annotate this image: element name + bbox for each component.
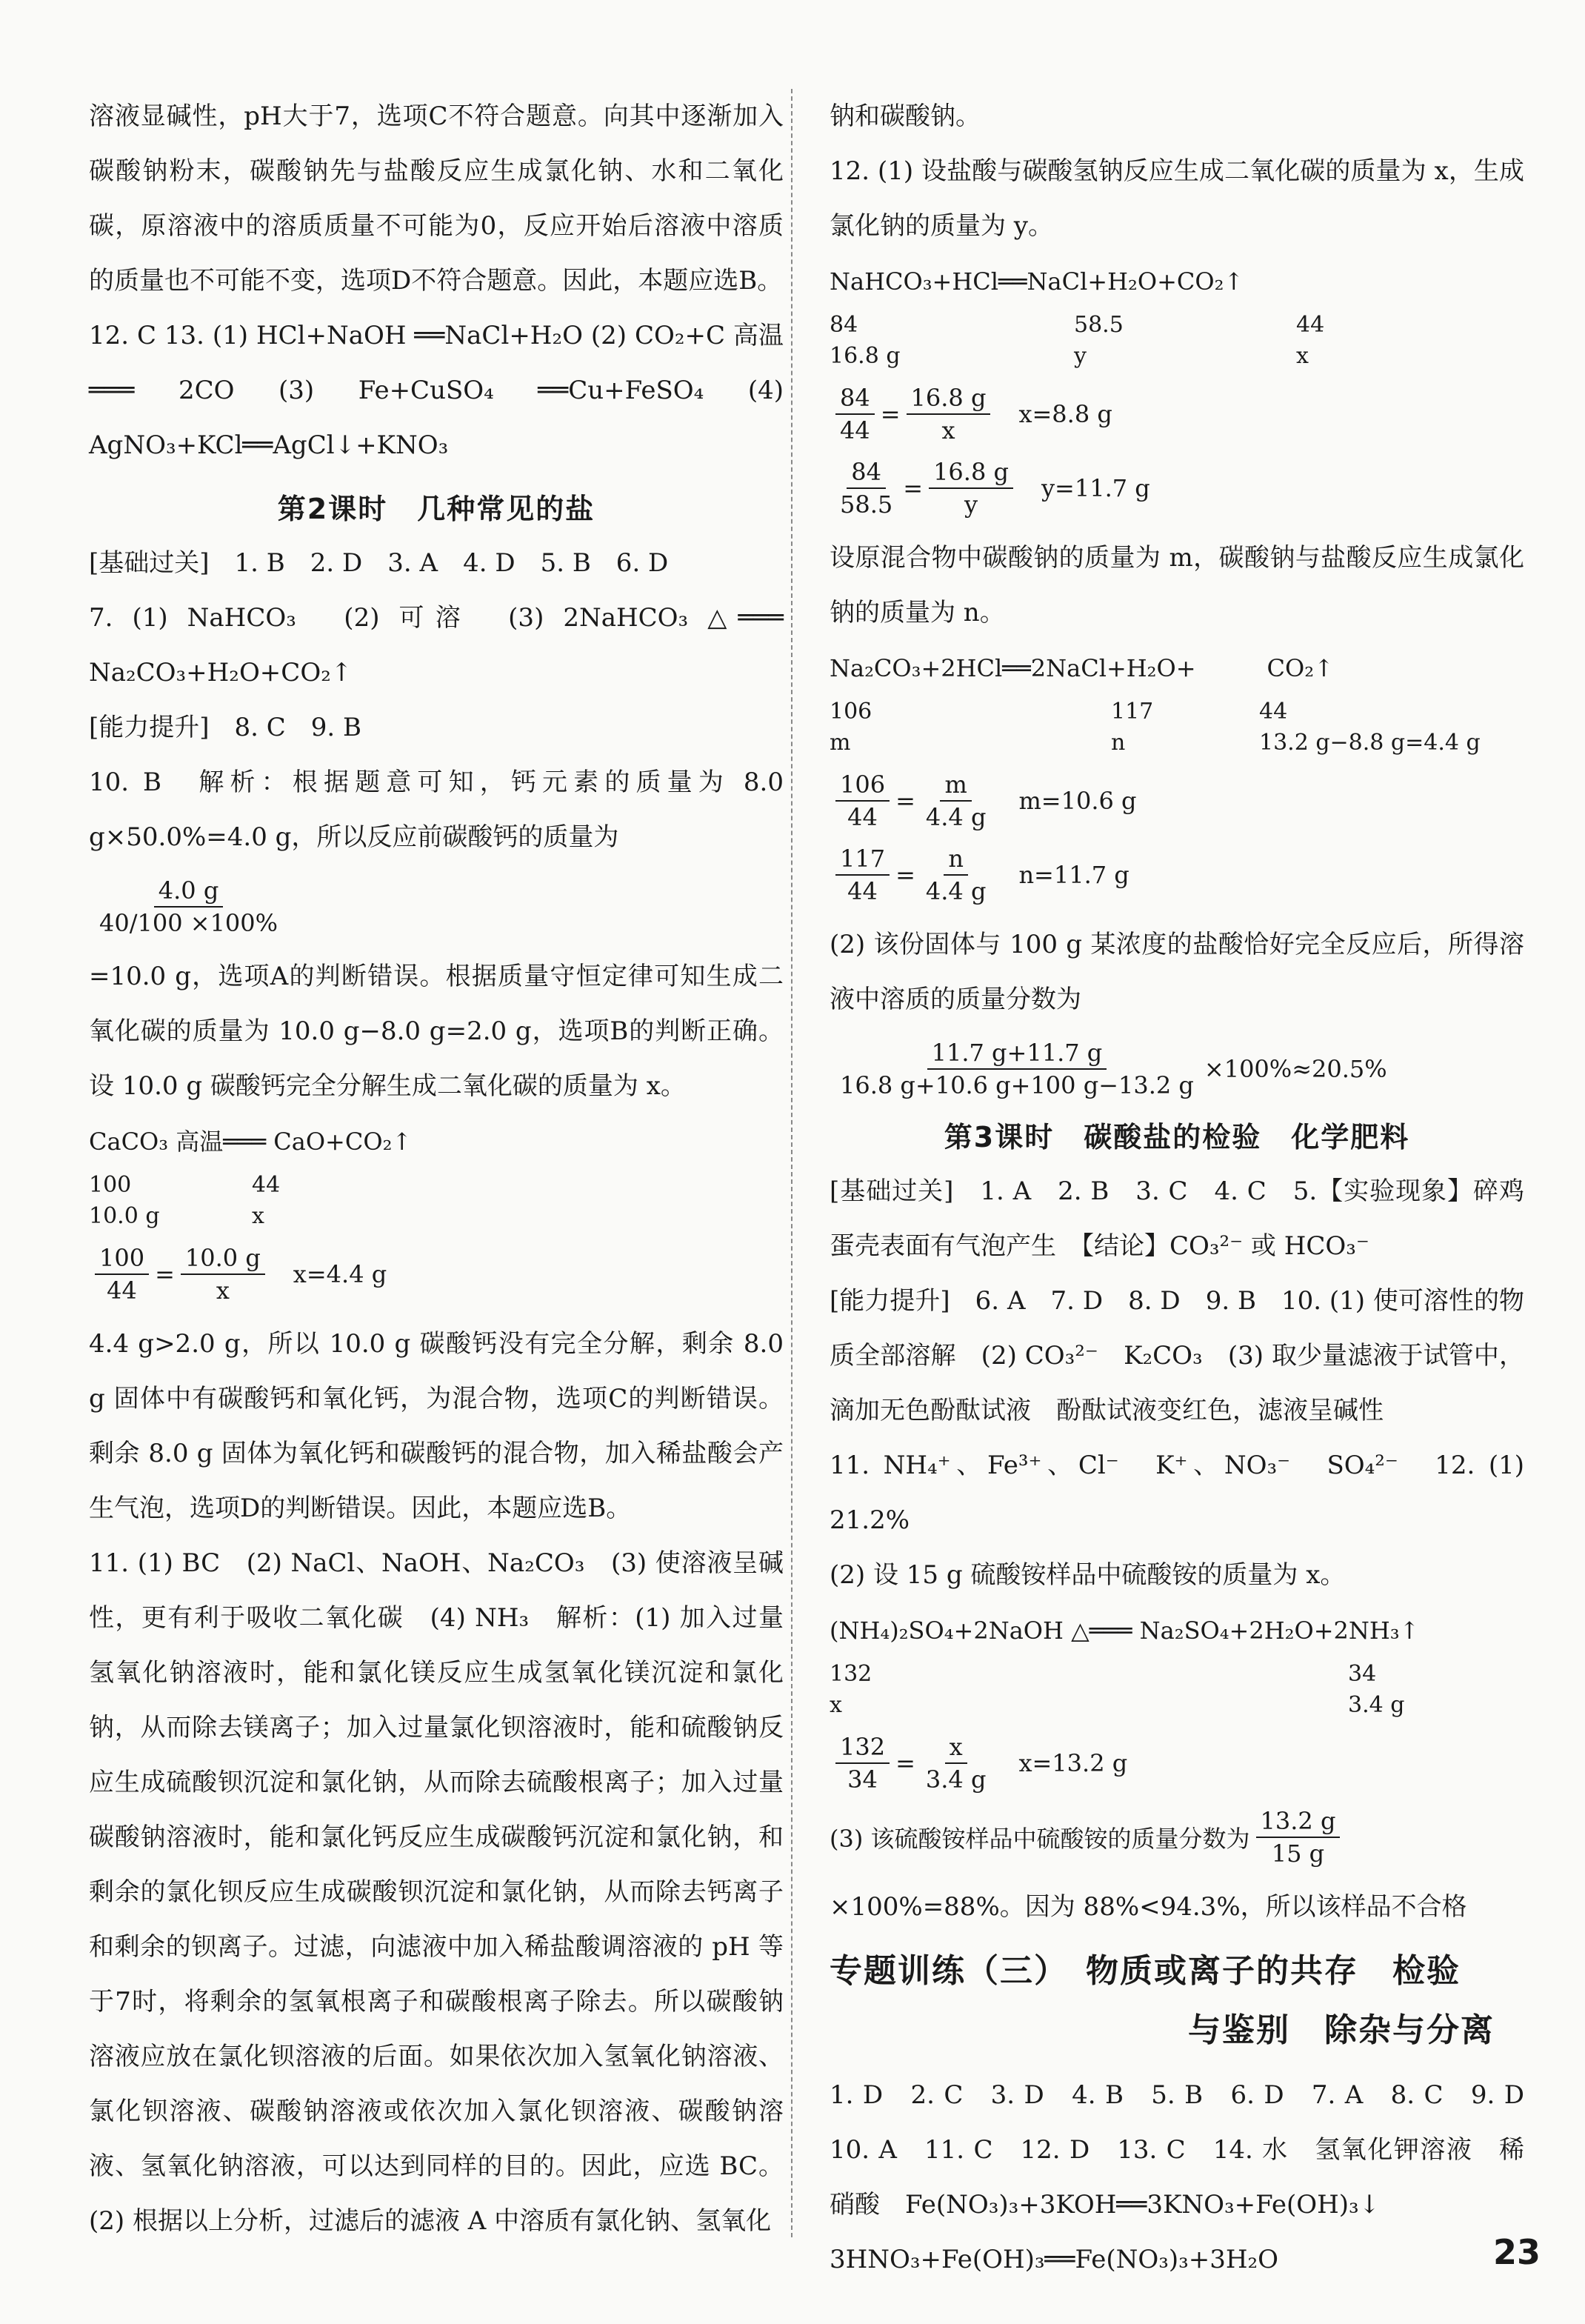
answer-line: [能力提升] 8. C 9. B bbox=[89, 713, 362, 742]
page-number: 23 bbox=[1492, 2232, 1541, 2272]
ratio-row: $\frac{132}{34}$ = $\frac{x}{3.4 g}$ x=13.2 g bbox=[830, 1731, 1524, 1795]
answer-line: 1. D 2. C 3. D 4. B 5. B 6. D 7. A 8. C 9. D 10. A 11. C 12. D 13. C 14. 水 氢氧化钾溶液 稀硝酸 Fe(NO₃)₃+3KOH══3KNO₃+Fe(OH)₃↓ bbox=[830, 2080, 1549, 2220]
left-column bbox=[89, 89, 784, 2248]
answer-line: 7. (1) NaHCO₃ (2) 可溶 (3) 2NaHCO₃ △═══ Na₂CO₃+H₂O+CO₂↑ bbox=[89, 603, 784, 687]
paragraph: 10. B 解析：根据题意可知，钙元素的质量为 8.0 g×50.0%=4.0 g，所以反应前碳酸钙的质量为 bbox=[89, 768, 784, 852]
equation-values: 84 58.5 44 16.8 g y x bbox=[830, 312, 1325, 369]
paragraph: 设原混合物中碳酸钠的质量为 m，碳酸钠与盐酸反应生成氯化钠的质量为 n。 bbox=[830, 543, 1524, 627]
fraction-row bbox=[89, 875, 784, 939]
paragraph: =10.0 g，选项A的判断错误。根据质量守恒定律可知生成二氧化碳的质量为 10.0 g−8.0 g=2.0 g，选项B的判断正确。设 10.0 g 碳酸钙完全分解生成二氧化碳的质量为 x。 bbox=[89, 962, 784, 1101]
answer-line: [基础过关] 1. A 2. B 3. C 4. C 5.【实验现象】碎鸡蛋壳表面有气泡产生 【结论】CO₃²⁻ 或 HCO₃⁻ bbox=[830, 1176, 1524, 1261]
fraction-row: (3) 该硫酸铵样品中硫酸铵的质量分数为 $\frac{13.2 g}{15 g}$ bbox=[830, 1805, 1524, 1869]
ratio-row: $\frac{84}{58.5}$ = $\frac{16.8 g}{y}$ y=11.7 g bbox=[840, 458, 1150, 519]
answer-line: 3HNO₃+Fe(OH)₃══Fe(NO₃)₃+3H₂O bbox=[830, 2245, 1279, 2274]
right-column bbox=[830, 89, 1549, 2287]
answer-line: 12. C 13. (1) HCl+NaOH ══NaCl+H₂O (2) CO₂+C 高温═══ 2CO (3) Fe+CuSO₄ ══Cu+FeSO₄ (4) AgNO₃+KCl══AgCl↓+KNO₃ bbox=[89, 321, 784, 460]
paragraph: 溶液显碱性，pH大于7，选项C不符合题意。向其中逐渐加入碳酸钠粉末，碳酸钠先与盐酸反应生成氯化钠、水和二氧化碳，原溶液中的溶质质量不可能为0，反应开始后溶液中溶质的质量也不可能不变，选项D不符合题意。因此，本题应选B。 bbox=[89, 101, 784, 296]
special-topic-heading: 专题训练（三） 物质或离子的共存 检验 与鉴别 除杂与分离 bbox=[830, 1952, 1495, 2049]
paragraph: (2) 设 15 g 硫酸铵样品中硫酸铵的质量为 x。 bbox=[830, 1560, 1346, 1590]
equation-values: 106 117 44 m n 13.2 g−8.8 g=4.4 g bbox=[830, 699, 1481, 756]
answer-line: [能力提升] 6. A 7. D 8. D 9. B 10. (1) 使可溶性的物质全部溶解 (2) CO₃²⁻ K₂CO₃ (3) 取少量滤液于试管中，滴加无色酚酞试液 酚酞试液变红色，滤液呈碱性 bbox=[830, 1286, 1524, 1425]
equation-values: 132 34 x 3.4 g bbox=[830, 1661, 1405, 1718]
paragraph: 12. (1) 设盐酸与碳酸氢钠反应生成二氧化碳的质量为 x，生成氯化钠的质量为 y。 bbox=[830, 156, 1524, 241]
fraction-row: $\frac{11.7 g+11.7 g}{16.8 g+10.6 g+100 g-13.2 g}$ ×100%≈20.5% bbox=[840, 1039, 1387, 1099]
section-heading: 第3课时 碳酸盐的检验 化学肥料 bbox=[944, 1121, 1410, 1153]
answer-line: [基础过关] 1. B 2. D 3. A 4. D 5. B 6. D bbox=[89, 548, 669, 578]
paragraph: 钠和碳酸钠。 bbox=[830, 101, 981, 131]
equation-values: 100 44 10.0 g x bbox=[89, 1172, 281, 1229]
fraction: $\frac{4.0 g}{40/100 \times 100\%}$ bbox=[99, 876, 278, 937]
answer-line: 11. NH₄⁺、Fe³⁺、Cl⁻ K⁺、NO₃⁻ SO₄²⁻ 12. (1) 21.2% bbox=[830, 1451, 1524, 1535]
paragraph: (2) 该份固体与 100 g 某浓度的盐酸恰好完全反应后，所得溶液中溶质的质量分数为 bbox=[830, 930, 1524, 1014]
ratio-row: $\frac{106}{44}$ = $\frac{m}{4.4 g}$ m=10.6 g bbox=[830, 769, 1524, 833]
column-divider bbox=[791, 89, 792, 2237]
paragraph: 11. (1) BC (2) NaCl、NaOH、Na₂CO₃ (3) 使溶液呈碱性，更有利于吸收二氧化碳 (4) NH₃ 解析：(1) 加入过量氢氧化钠溶液时，能和氯化镁反应生成氢氧化镁沉淀和氯化钠，从而除去镁离子；加入过量氯化钡溶液时，能和硫酸钠反应生成硫酸钡沉淀和氯化钠，从而除去硫酸根离子；加入过量碳酸钠溶液时，能和氯化钙反应生成碳酸钙沉淀和氯化钠，和剩余的氯化钡反应生成碳酸钡沉淀和氯化钠，从而除去钙离子和剩余的钡离子。过滤，向滤液中加入稀盐酸调溶液的 pH 等于7时，将剩余的氢氧根离子和碳酸根离子除去。所以碳酸钠溶液应放在氯化钡溶液的后面。如果依次加入氢氧化钠溶液、氯化钡溶液、碳酸钠溶液或依次加入氯化钡溶液、碳酸钠溶液、氢氧化钠溶液，可以达到同样的目的。因此，应选 BC。(2) 根据以上分析，过滤后的滤液 A 中溶质有氯化钠、氢氧化 bbox=[89, 1548, 784, 2236]
equation: CaCO₃ 高温═══ CaO+CO₂↑ bbox=[89, 1128, 413, 1156]
ratio-row: $\frac{117}{44}$ = $\frac{n}{4.4 g}$ n=11.7 g bbox=[830, 843, 1524, 907]
ratio-row: $\frac{100}{44}$ = $\frac{10.0 g}{x}$ x=4.4 g bbox=[89, 1242, 784, 1306]
ratio-row: $\frac{84}{44}$ = $\frac{16.8 g}{x}$ x=8.8 g bbox=[830, 382, 1524, 446]
equation: NaHCO₃+HCl══NaCl+H₂O+CO₂↑ bbox=[830, 267, 1244, 296]
paragraph: 4.4 g>2.0 g，所以 10.0 g 碳酸钙没有完全分解，剩余 8.0 g 固体中有碳酸钙和氧化钙，为混合物，选项C的判断错误。剩余 8.0 g 固体为氧化钙和碳酸钙的混合物，加入稀盐酸会产生气泡，选项D的判断错误。因此，本题应选B。 bbox=[89, 1329, 784, 1523]
section-heading: 第2课时 几种常见的盐 bbox=[277, 493, 595, 525]
paragraph: ×100%=88%。因为 88%<94.3%，所以该样品不合格 bbox=[830, 1892, 1467, 1922]
equation: Na₂CO₃+2HCl══2NaCl+H₂O+ CO₂↑ bbox=[830, 654, 1334, 682]
equation: (NH₄)₂SO₄+2NaOH △═══ Na₂SO₄+2H₂O+2NH₃↑ bbox=[830, 1617, 1420, 1645]
